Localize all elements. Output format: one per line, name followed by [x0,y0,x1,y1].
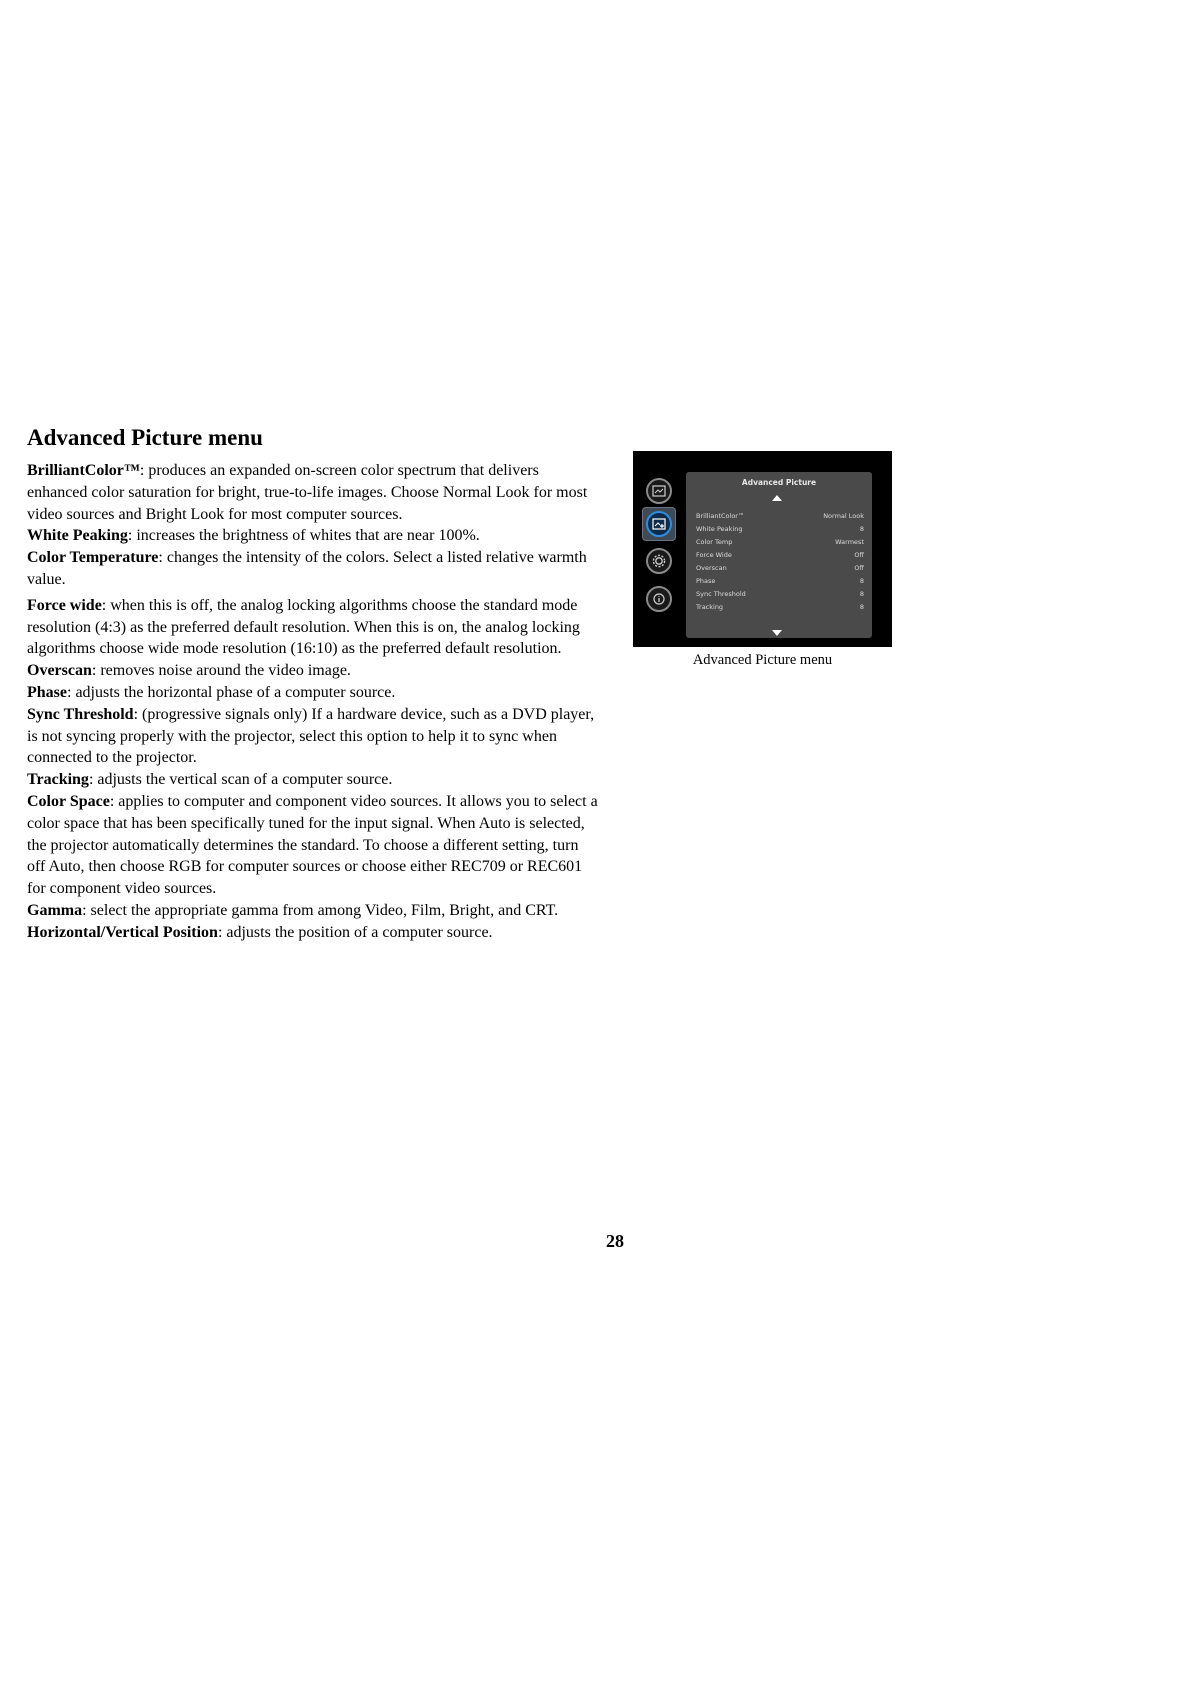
body-text [27,460,599,944]
info-icon [646,586,672,612]
paragraph-gamma [27,900,599,922]
menu-row-value: Warmest [835,538,864,546]
menu-row [696,562,864,574]
term: BrilliantColor™ [27,462,140,479]
paragraph-overscan [27,660,599,682]
description: : produces an expanded on-screen color spectrum that delivers enhanced color saturation for bright, true-to-life images. Choose Normal Look for most video sources and Bright Look for most computer sources. [27,462,588,523]
description: : applies to computer and component video sources. It allows you to select a color space that has been specifically tuned for the input signal. When Auto is selected, the projector automatically determines the standard. To choose a different setting, turn off Auto, then choose RGB for computer sources or choose either REC709 or REC601 for component video sources. [27,792,598,898]
paragraph-tracking [27,769,599,791]
menu-title: Advanced Picture [741,478,817,487]
description: : changes the intensity of the colors. Select a listed relative warmth value. [27,549,587,588]
scroll-up-arrow-icon [772,495,782,501]
menu-row [696,588,864,600]
term: Overscan [27,662,92,680]
menu-row-label: White Peaking [696,525,743,533]
menu-row [696,523,864,535]
menu-row [696,510,864,522]
advanced-picture-icon [642,507,676,541]
menu-row-label: Sync Threshold [696,590,746,598]
menu-row-value: 8 [859,525,864,533]
term: Sync Threshold [27,705,134,723]
term: Horizontal/Vertical Position [27,923,218,941]
menu-row [696,536,864,548]
paragraph-phase [27,682,599,704]
description: : when this is off, the analog locking algorithms choose the standard mode resolution (4:3) as the preferred default resolution. When this is on, the analog locking algorithms choose wide mode resolution (16:10) as the preferred default resolution. [27,596,580,658]
term: Color Temperature [27,549,159,567]
menu-row-label: Color Temp [696,538,733,546]
description: : removes noise around the video image. [91,662,351,680]
term: Phase [27,683,67,701]
menu-row [696,575,864,587]
term: Color Space [27,792,110,810]
paragraph-position [27,922,599,944]
menu-row-value: 8 [859,603,864,611]
menu-row-value: 8 [859,590,864,598]
description: : select the appropriate gamma from among Video, Film, Bright, and CRT. [82,901,559,919]
description: : (progressive signals only) If a hardware device, such as a DVD player, is not syncing properly with the projector, select this option to help it to sync when connected to the projector. [27,705,595,767]
settings-gear-icon [646,548,672,574]
scroll-down-arrow-icon [772,630,782,636]
menu-row-label: Tracking [696,603,724,611]
page-number: 28 [606,1231,624,1251]
menu-row-value: Off [854,551,864,559]
term: Force wide [27,596,102,614]
menu-row-label: Phase [696,577,716,585]
term: White Peaking [27,527,128,545]
description: : increases the brightness of whites that are near 100%. [127,527,480,545]
page-heading: Advanced Picture menu [27,425,263,450]
menu-row [696,601,864,613]
paragraph-white-peaking [27,525,599,547]
osd-menu-screenshot [633,451,892,647]
menu-row-value: 8 [859,577,864,585]
menu-row [696,549,864,561]
paragraph-sync-threshold [27,704,599,769]
paragraph-brilliantcolor [27,460,599,525]
menu-row-value: Normal Look [823,512,864,520]
picture-icon [646,478,672,504]
description: : adjusts the position of a computer source. [217,923,493,941]
menu-row-label: Overscan [696,564,727,572]
menu-row-label: BrilliantColor™ [696,512,745,520]
figure-caption: Advanced Picture menu [692,652,833,668]
paragraph-color-space [27,791,599,900]
term: Tracking [27,771,89,789]
menu-panel [686,472,872,638]
description: : adjusts the vertical scan of a computer source. [88,771,393,789]
paragraph-force-wide [27,595,599,660]
menu-row-value: Off [854,564,864,572]
term: Gamma [27,901,83,919]
description: : adjusts the horizontal phase of a computer source. [67,683,396,701]
paragraph-color-temperature [27,547,599,591]
menu-row-label: Force Wide [696,551,732,559]
